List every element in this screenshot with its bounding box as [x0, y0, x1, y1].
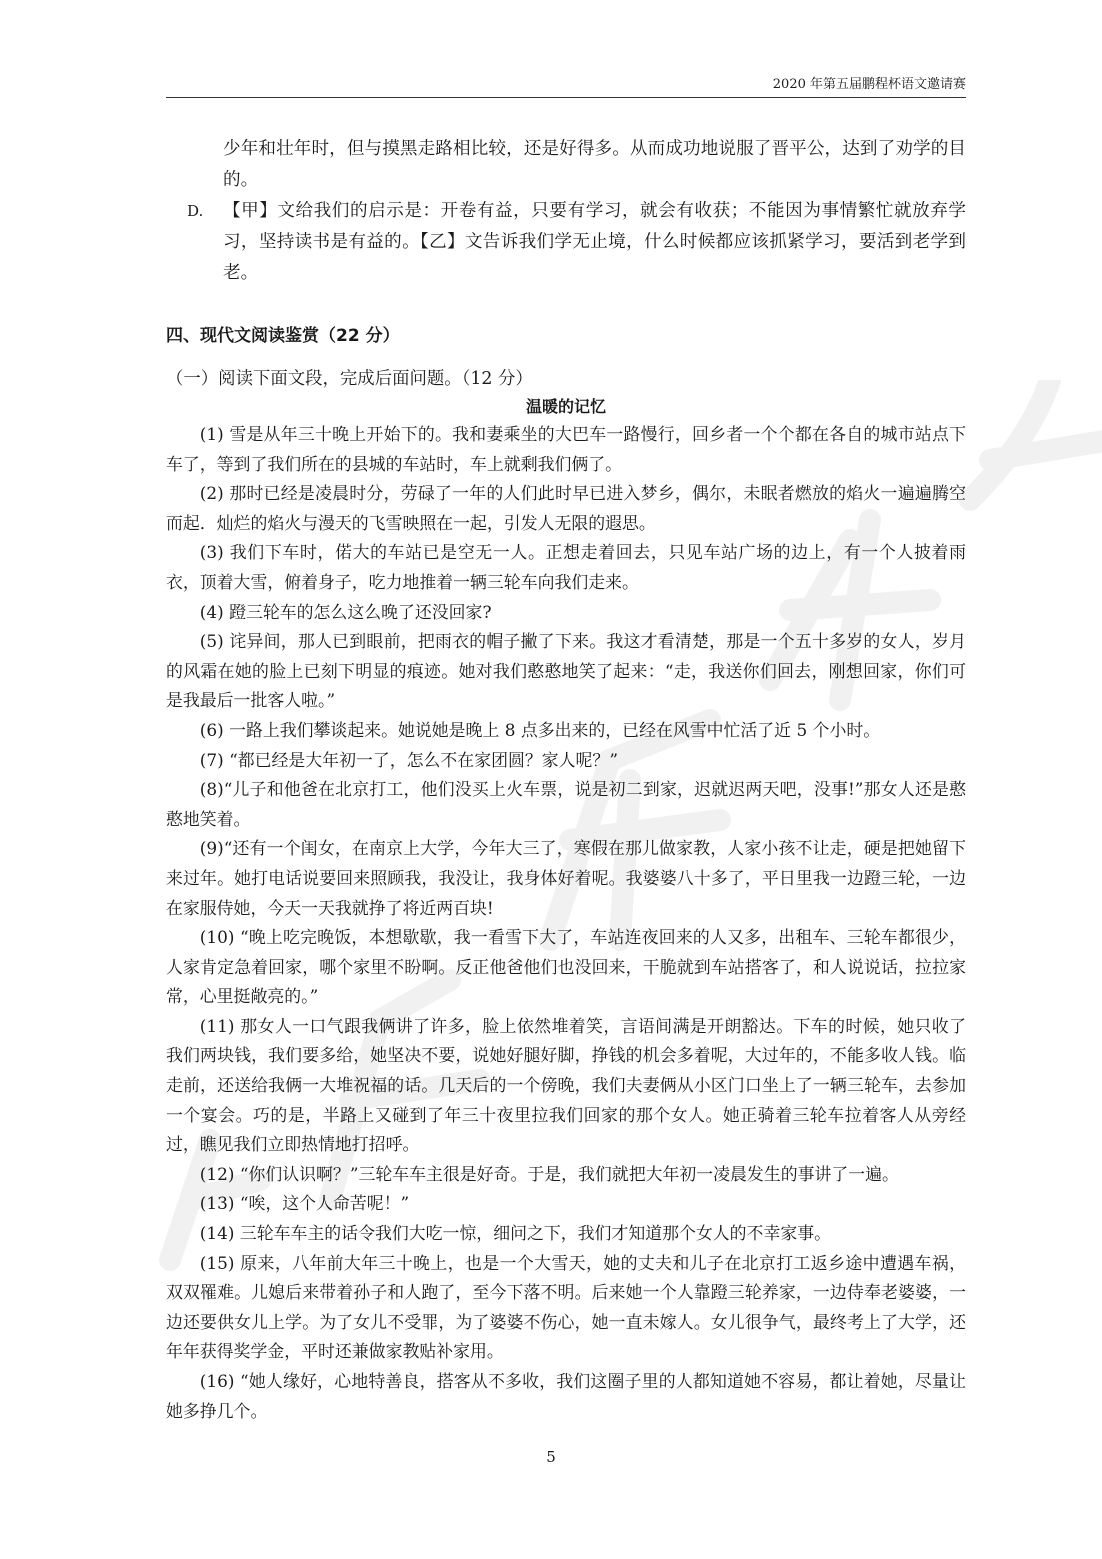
article-body: [166, 420, 966, 1426]
article-paragraph: (13) “唉，这个人命苦呢！”: [199, 1193, 410, 1214]
article-paragraph: (16) “她人缘好，心地特善良，搭客从不多收，我们这圈子里的人都知道她不容易，都让着她，尽量让她多挣几个。: [166, 1371, 966, 1421]
subsection-heading: （一）阅读下面文段，完成后面问题。（12 分）: [166, 369, 533, 389]
article-paragraph: (14) 三轮车车主的话令我们大吃一惊，细问之下，我们才知道那个女人的不幸家事。: [199, 1223, 832, 1244]
page-number: 5: [546, 1448, 556, 1466]
page-header: 2020 年第五届鹏程杯语文邀请赛: [772, 77, 966, 92]
article-paragraph: (9)“还有一个闺女，在南京上大学，今年大三了，寒假在那儿做家教，人家小孩不让走，硬是把她留下来过年。她打电话说要回来照顾我，我没让，我身体好着呢。我婆婆八十多了，平日里我一边蹬三轮，一边在家服侍她，今天一天我就挣了将近两百块!: [166, 838, 966, 918]
article-paragraph: (7) “都已经是大年初一了，怎么不在家团圆？家人呢？”: [199, 749, 618, 770]
article-paragraph: (10) “晚上吃完晚饭，本想歇歇，我一看雪下大了，车站连夜回来的人又多，出租车、三轮车都很少，人家肯定急着回家，哪个家里不盼啊。反正他爸他们也没回来，干脆就到车站搭客了，和人说说话，拉拉家常，心里挺敞亮的。”: [166, 927, 966, 1007]
article-paragraph: (2) 那时已经是凌晨时分，劳碌了一年的人们此时早已进入梦乡，偶尔，未眠者燃放的焰火一遍遍腾空而起．灿烂的焰火与漫天的飞雪映照在一起，引发人无限的遐思。: [166, 483, 966, 533]
article-paragraph: (3) 我们下车时，偌大的车站已是空无一人。正想走着回去，只见车站广场的边上，有一个人披着雨衣，顶着大雪，俯着身子，吃力地推着一辆三轮车向我们走来。: [166, 542, 966, 592]
article-paragraph: (15) 原来，八年前大年三十晚上，也是一个大雪天，她的丈夫和儿子在北京打工返乡途中遭遇车祸，双双罹难。儿媳后来带着孙子和人跑了，至今下落不明。后来她一个人靠蹬三轮养家，一边侍奉老婆婆，一边还要供女儿上学。为了女儿不受罪，为了婆婆不伤心，她一直未嫁人。女儿很争气，最终考上了大学，还年年获得奖学金，平时还兼做家教贴补家用。: [166, 1252, 966, 1362]
article-paragraph: (1) 雪是从年三十晚上开始下的。我和妻乘坐的大巴车一路慢行，回乡者一个个都在各自的城市站点下车了，等到了我们所在的县城的车站时，车上就剩我们俩了。: [166, 424, 966, 474]
page-content: [166, 134, 966, 1426]
article-paragraph: (4) 蹬三轮车的怎么这么晚了还没回家?: [199, 601, 492, 622]
article-paragraph: (5) 诧异间，那人已到眼前，把雨衣的帽子撇了下来。我这才看清楚，那是一个五十多岁的女人，岁月的风霜在她的脸上已刻下明显的痕迹。她对我们憨憨地笑了起来：“走，我送你们回去，刚想回家，你们可是我最后一批客人啦。”: [166, 631, 966, 711]
header-rule: [166, 97, 966, 98]
article-paragraph: (6) 一路上我们攀谈起来。她说她是晚上 8 点多出来的，已经在风雪中忙活了近 5 个小时。: [199, 719, 881, 740]
article-paragraph: (12) “你们认识啊？”三轮车车主很是好奇。于是，我们就把大年初一凌晨发生的事讲了一遍。: [199, 1163, 899, 1184]
article-title: 温暖的记忆: [525, 397, 606, 416]
option-d-letter: D.: [187, 202, 204, 220]
article-paragraph: (11) 那女人一口气跟我俩讲了许多，脸上依然堆着笑，言语间满是开朗豁达。下车的时候，她只收了我们两块钱，我们要多给，她坚决不要，说她好腿好脚，挣钱的机会多着呢，大过年的，不能多收人钱。临走前，还送给我俩一大堆祝福的话。几天后的一个傍晚，我们夫妻俩从小区门口坐上了一辆三轮车，去参加一个宴会。巧的是，半路上又碰到了年三十夜里拉我们回家的那个女人。她正骑着三轮车拉着客人从旁经过，瞧见我们立即热情地打招呼。: [166, 1015, 966, 1155]
option-d-text: 【甲】文给我们的启示是：开卷有益，只要有学习，就会有收获；不能因为事情繁忙就放弃学习，坚持读书是有益的。【乙】文告诉我们学无止境，什么时候都应该抓紧学习，要活到老学到老。: [223, 201, 966, 283]
article-paragraph: (8)“儿子和他爸在北京打工，他们没买上火车票，说是初二到家，迟就迟两天吧，没事!”那女人还是憨憨地笑着。: [166, 779, 966, 829]
section-heading: 四、现代文阅读鉴赏（22 分）: [166, 326, 400, 346]
option-d: [166, 196, 966, 289]
continuation-text: 少年和壮年时，但与摸黑走路相比较，还是好得多。从而成功地说服了晋平公，达到了劝学的目的。: [223, 139, 966, 190]
